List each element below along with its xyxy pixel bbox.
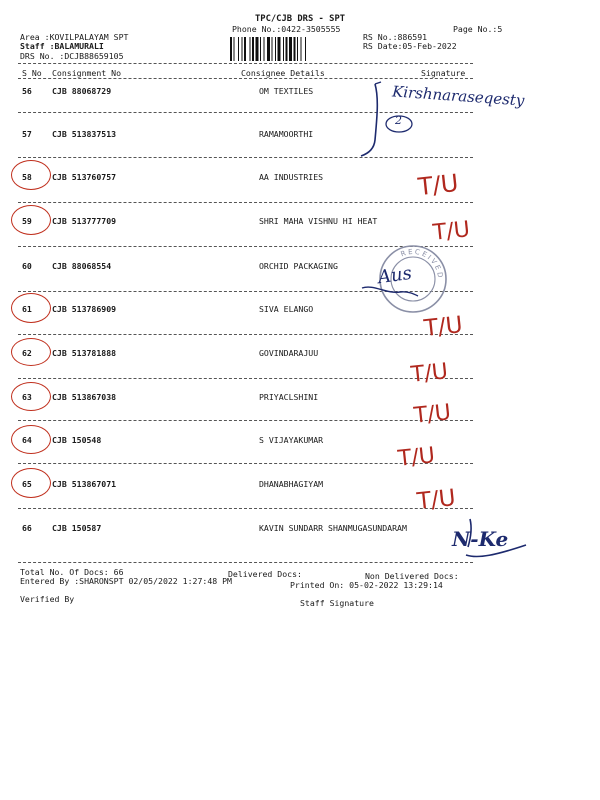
tu-mark: T/U: [415, 485, 457, 515]
row-sno: 60: [22, 261, 32, 271]
column-header-sno: S No: [22, 68, 42, 78]
row-sno: 66: [22, 523, 32, 533]
barcode-bar: [272, 37, 273, 61]
row-consignee: OM TEXTILES: [259, 86, 314, 96]
barcode-bar: [256, 37, 259, 61]
area-field: Area :KOVILPALAYAM SPT: [20, 32, 129, 42]
barcode-bar: [252, 37, 254, 61]
row-consignee: PRIYACLSHINI: [259, 392, 319, 402]
row-sno: 62: [22, 348, 32, 358]
divider: [18, 562, 473, 563]
handwritten-signature: Aus: [376, 262, 414, 289]
signature-stroke: [460, 515, 530, 565]
row-consignee: SHRI MAHA VISHNU HI HEAT: [259, 216, 378, 226]
row-sno: 59: [22, 216, 32, 226]
tu-mark: T/U: [396, 443, 437, 472]
document-title: TPC/CJB DRS - SPT: [255, 14, 346, 24]
handwritten-signature: N-Ke: [452, 527, 509, 551]
row-consignee: KAVIN SUNDARR SHANMUGASUNDARAM: [259, 523, 407, 533]
divider: [18, 378, 473, 379]
column-header-consignment: Consignment No: [52, 68, 122, 78]
row-sno: 57: [22, 129, 32, 139]
barcode-bar: [238, 37, 239, 61]
serial-circle-mark: [11, 338, 51, 366]
divider: [18, 202, 473, 203]
total-docs: Total No. Of Docs: 66: [20, 567, 124, 577]
column-header-signature: Signature: [421, 68, 466, 78]
barcode-bar: [250, 37, 251, 61]
barcode-bar: [301, 37, 302, 61]
serial-circle-mark: [11, 293, 51, 323]
barcode-bar: [267, 37, 270, 61]
divider: [18, 334, 473, 335]
row-consignment: CJB 513837513: [52, 129, 117, 139]
printed-on: Printed On: 05-02-2022 13:29:14: [290, 580, 443, 590]
row-sno: 64: [22, 435, 32, 445]
row-consignment: CJB 513867071: [52, 479, 117, 489]
tu-mark: T/U: [422, 312, 464, 342]
barcode-bar: [264, 37, 265, 61]
row-consignee: RAMAMOORTHI: [259, 129, 314, 139]
row-sno: 58: [22, 172, 32, 182]
row-consignee: SIVA ELANGO: [259, 304, 314, 314]
row-consignment: CJB 150587: [52, 523, 102, 533]
rs-date: RS Date:05-Feb-2022: [363, 41, 457, 51]
divider: [18, 420, 473, 421]
row-consignee: S VIJAYAKUMAR: [259, 435, 324, 445]
serial-circle-mark: [11, 205, 51, 235]
row-consignee: DHANABHAGIYAM: [259, 479, 324, 489]
tu-mark: T/U: [409, 359, 450, 388]
column-header-consignee: Consignee Details: [241, 68, 325, 78]
row-consignment: CJB 513781888: [52, 348, 117, 358]
barcode-bar: [286, 37, 288, 61]
row-consignment: CJB 513760757: [52, 172, 117, 182]
row-consignment: CJB 513786909: [52, 304, 117, 314]
tu-mark: T/U: [431, 217, 472, 246]
barcode-bar: [294, 37, 296, 61]
entered-by: Entered By :SHARONSPT 02/05/2022 1:27:48 PM: [20, 576, 232, 586]
barcode-bar: [244, 37, 246, 61]
barcode-bar: [283, 37, 284, 61]
tu-mark: T/U: [412, 400, 453, 429]
row-consignment: CJB 88068729: [52, 86, 112, 96]
barcode-bar: [305, 37, 306, 61]
row-consignee: GOVINDARAJUU: [259, 348, 319, 358]
row-consignee: ORCHID PACKAGING: [259, 261, 338, 271]
barcode-bar: [278, 37, 281, 61]
row-consignment: CJB 150548: [52, 435, 102, 445]
row-consignee: AA INDUSTRIES: [259, 172, 324, 182]
serial-circle-mark: [11, 468, 51, 498]
tu-mark: T/U: [416, 168, 460, 202]
delivered-docs: Delivered Docs:: [228, 569, 302, 579]
handwritten-signature: Kirshnaraseqesty: [391, 82, 525, 110]
handwritten-mark: 2: [395, 114, 402, 127]
barcode: [230, 37, 360, 61]
staff-signature-label: Staff Signature: [300, 598, 374, 608]
barcode-bar: [260, 37, 261, 61]
divider: [18, 508, 473, 509]
stamp-text: RECEIVED: [399, 247, 445, 280]
page-number: Page No.:5: [453, 24, 503, 34]
signature-stroke: [360, 280, 420, 300]
row-consignment: CJB 513867038: [52, 392, 117, 402]
row-sno: 61: [22, 304, 32, 314]
row-sno: 65: [22, 479, 32, 489]
row-consignment: CJB 88068554: [52, 261, 112, 271]
divider: [18, 63, 473, 64]
verified-by: Verified By: [20, 594, 75, 604]
serial-circle-mark: [11, 425, 51, 454]
non-delivered-docs: Non Delivered Docs:: [365, 571, 459, 581]
serial-circle-mark: [11, 160, 51, 190]
barcode-bar: [230, 37, 232, 61]
serial-circle-mark: [11, 382, 51, 411]
drs-number: DRS No. :DCJB88659105: [20, 51, 124, 61]
row-consignment: CJB 513777709: [52, 216, 117, 226]
barcode-bar: [297, 37, 298, 61]
barcode-bar: [242, 37, 243, 61]
barcode-bar: [234, 37, 235, 61]
row-sno: 63: [22, 392, 32, 402]
rs-number: RS No.:886591: [363, 32, 428, 42]
row-sno: 56: [22, 86, 32, 96]
barcode-bar: [275, 37, 276, 61]
barcode-bar: [289, 37, 292, 61]
phone-number: Phone No.:0422-3505555: [232, 24, 341, 34]
staff-field: Staff :BALAMURALI: [20, 41, 104, 51]
